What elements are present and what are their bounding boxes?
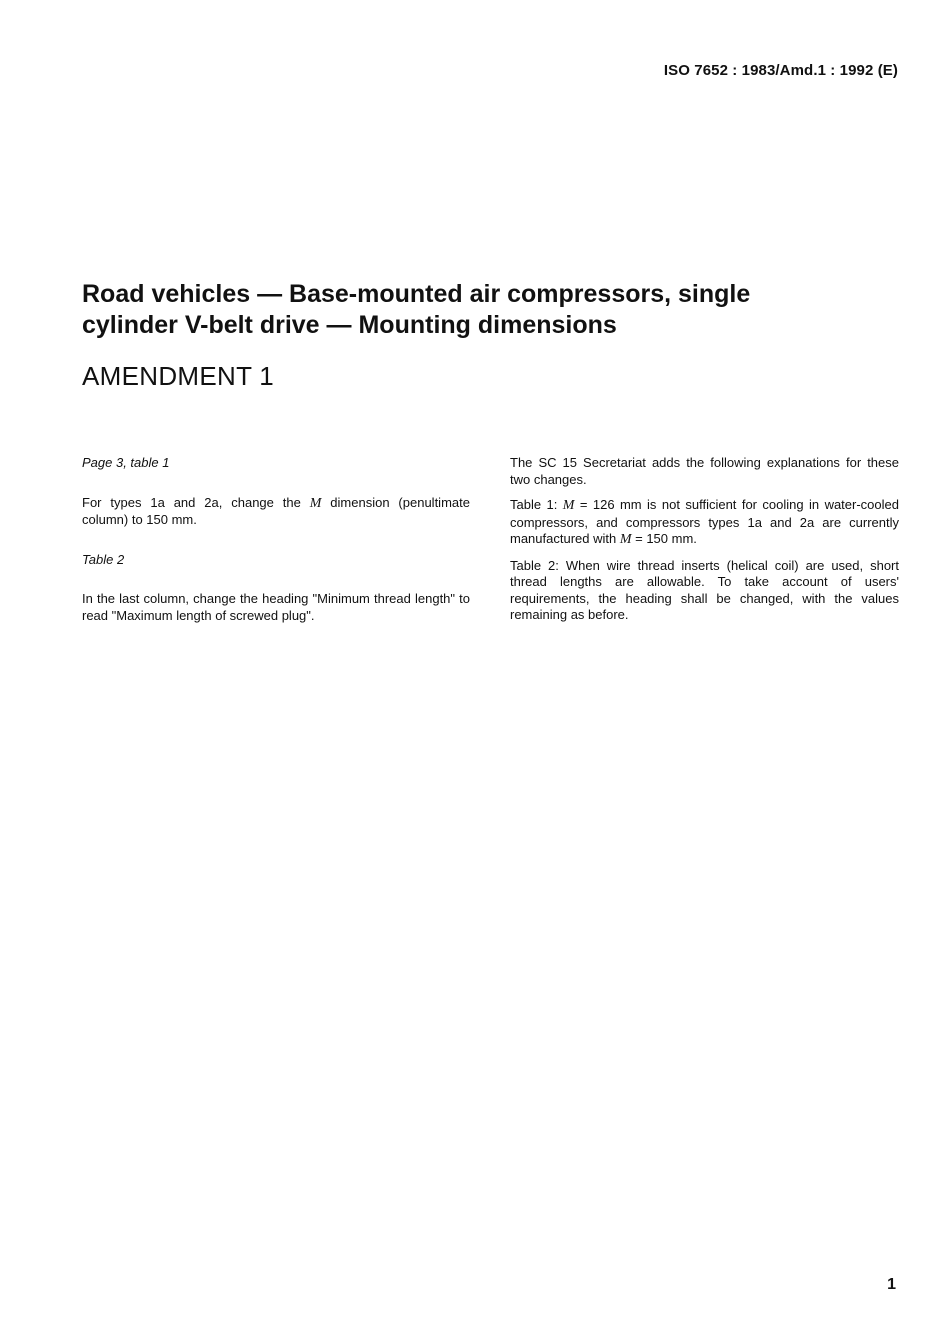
amendment-label: AMENDMENT 1: [82, 361, 275, 391]
document-title-line-1: Road vehicles — Base-mounted air compressors, single: [82, 280, 751, 308]
explanation-table1-part-c: = 150 mm.: [631, 531, 697, 546]
m-symbol: M: [309, 495, 322, 511]
section-text-table1-part-a: For types 1a and 2a, change the: [82, 494, 310, 510]
left-column: [82, 455, 470, 624]
document-identifier: ISO 7652 : 1983/Amd.1 : 1992 (E): [663, 62, 898, 79]
right-column: [510, 455, 899, 624]
section-heading-page3-table1: Page 3, table 1: [82, 455, 170, 470]
explanation-table1-part-a: Table 1:: [510, 497, 563, 512]
section-text-table2-change: In the last column, change the heading "Minimum thread length" to read "Maximum length of screwed plug".: [82, 591, 470, 623]
explanation-table1-part-b: = 126 mm is not sufficient for cooling in water-cooled compressors, and compressors types 1a and 2a are currently manufactured with: [510, 497, 899, 546]
page-number: 1: [887, 1276, 896, 1293]
section-text-table1-change: [82, 495, 470, 529]
section-text-table1-part-b: dimension (penultimate column) to 150 mm.: [82, 494, 470, 527]
m-symbol: M: [619, 532, 632, 547]
m-symbol: M: [562, 498, 575, 513]
explanation-table1: [510, 497, 899, 549]
document-title: [82, 279, 882, 341]
document-title-line-2: cylinder V-belt drive — Mounting dimensions: [82, 311, 617, 339]
explanation-table2: Table 2: When wire thread inserts (helical coil) are used, short thread lengths are allowable. To take account of users' requirements, the heading shall be changed, with the values remaining as before.: [510, 557, 899, 622]
explanation-intro: The SC 15 Secretariat adds the following explanations for these two changes.: [510, 455, 899, 487]
section-heading-table2: Table 2: [82, 551, 125, 567]
